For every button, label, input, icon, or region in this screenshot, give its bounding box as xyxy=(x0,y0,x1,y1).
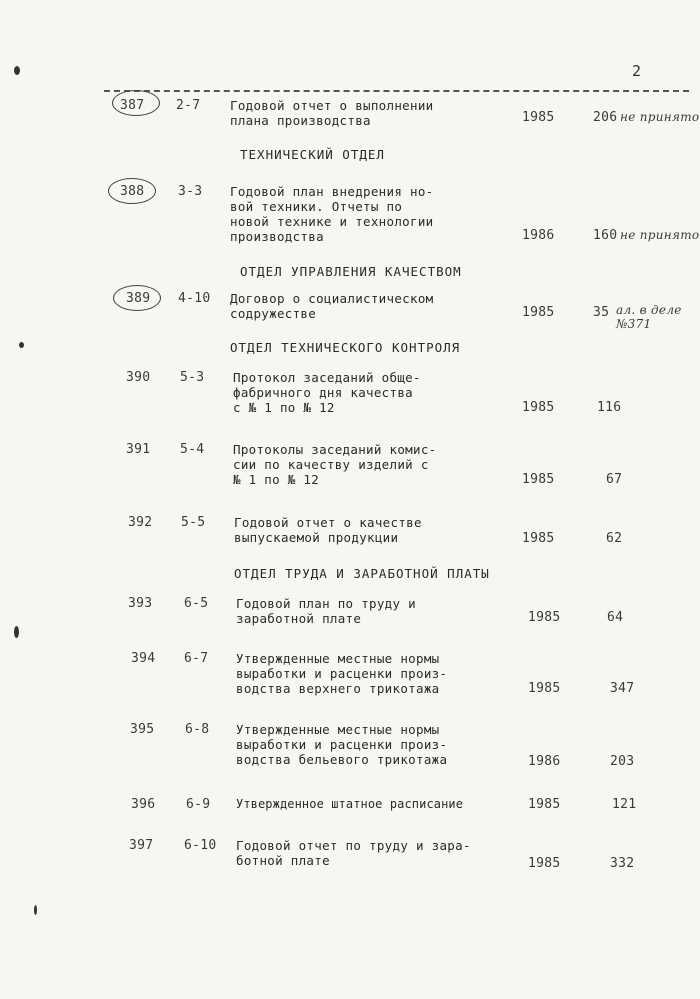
record-index: 5-3 xyxy=(180,370,205,385)
record-year: 1985 xyxy=(528,797,561,812)
record-index: 6-9 xyxy=(186,797,211,812)
handwritten-note: не принято xyxy=(620,228,700,242)
record-year: 1985 xyxy=(522,400,555,415)
record-sheets: 206 xyxy=(593,110,618,125)
record-year: 1986 xyxy=(522,228,555,243)
record-year: 1985 xyxy=(528,856,561,871)
record-title: Утвержденное штатное расписание xyxy=(236,797,464,811)
record-index: 6-5 xyxy=(184,596,209,611)
handwritten-note: ал. в деле №371 xyxy=(616,303,682,331)
page-number: 2 xyxy=(632,62,642,80)
scan-speck xyxy=(19,342,24,348)
section-heading: ОТДЕЛ ТРУДА И ЗАРАБОТНОЙ ПЛАТЫ xyxy=(234,566,490,581)
record-number: 395 xyxy=(130,722,155,737)
scan-speck xyxy=(14,626,19,638)
record-year: 1985 xyxy=(522,472,555,487)
record-index: 4-10 xyxy=(178,291,211,306)
section-heading: ТЕХНИЧЕСКИЙ ОТДЕЛ xyxy=(240,147,385,162)
record-title: Утвержденные местные нормы выработки и расценки произ- водства бельевого трикотажа xyxy=(236,722,448,767)
record-title: Годовой отчет по труду и зара- ботной плате xyxy=(236,838,471,868)
record-number: 393 xyxy=(128,596,153,611)
record-year: 1985 xyxy=(522,531,555,546)
record-title: Годовой отчет о качестве выпускаемой продукции xyxy=(234,515,422,545)
record-index: 6-7 xyxy=(184,651,209,666)
record-index: 3-3 xyxy=(178,184,203,199)
scan-speck xyxy=(34,905,37,915)
record-sheets: 64 xyxy=(607,610,624,625)
handwritten-note: не принято xyxy=(620,110,700,124)
record-index: 6-8 xyxy=(185,722,210,737)
record-number: 394 xyxy=(131,651,156,666)
record-sheets: 116 xyxy=(597,400,622,415)
record-title: Годовой план внедрения но- вой техники. Отчеты по новой технике и технологии производства xyxy=(230,184,434,244)
section-heading: ОТДЕЛ УПРАВЛЕНИЯ КАЧЕСТВОМ xyxy=(240,264,462,279)
record-sheets: 121 xyxy=(612,797,637,812)
record-number: 388 xyxy=(120,184,145,199)
record-sheets: 347 xyxy=(610,681,635,696)
record-number: 387 xyxy=(120,98,145,113)
record-title: Утвержденные местные нормы выработки и расценки произ- водства верхнего трикотажа xyxy=(236,651,448,696)
record-sheets: 160 xyxy=(593,228,618,243)
record-number: 396 xyxy=(131,797,156,812)
record-index: 5-5 xyxy=(181,515,206,530)
record-title: Годовой план по труду и заработной плате xyxy=(236,596,416,626)
record-title: Договор о социалистическом содружестве xyxy=(230,291,434,321)
record-year: 1986 xyxy=(528,754,561,769)
record-index: 5-4 xyxy=(180,442,205,457)
record-sheets: 35 xyxy=(593,305,610,320)
record-sheets: 62 xyxy=(606,531,623,546)
section-heading: ОТДЕЛ ТЕХНИЧЕСКОГО КОНТРОЛЯ xyxy=(230,340,461,355)
record-number: 392 xyxy=(128,515,153,530)
record-index: 2-7 xyxy=(176,98,201,113)
record-year: 1985 xyxy=(528,681,561,696)
record-sheets: 203 xyxy=(610,754,635,769)
record-sheets: 332 xyxy=(610,856,635,871)
record-title: Годовой отчет о выполнении плана производства xyxy=(230,98,434,128)
record-year: 1985 xyxy=(522,305,555,320)
record-year: 1985 xyxy=(522,110,555,125)
record-year: 1985 xyxy=(528,610,561,625)
record-title: Протоколы заседаний комис- сии по качеству изделий с № 1 по № 12 xyxy=(233,442,437,487)
record-title: Протокол заседаний обще- фабричного дня качества с № 1 по № 12 xyxy=(233,370,421,415)
header-dashed-rule xyxy=(104,90,689,92)
record-number: 391 xyxy=(126,442,151,457)
record-number: 390 xyxy=(126,370,151,385)
record-number: 389 xyxy=(126,291,151,306)
record-number: 397 xyxy=(129,838,154,853)
record-sheets: 67 xyxy=(606,472,623,487)
record-index: 6-10 xyxy=(184,838,217,853)
scan-speck xyxy=(14,66,20,75)
